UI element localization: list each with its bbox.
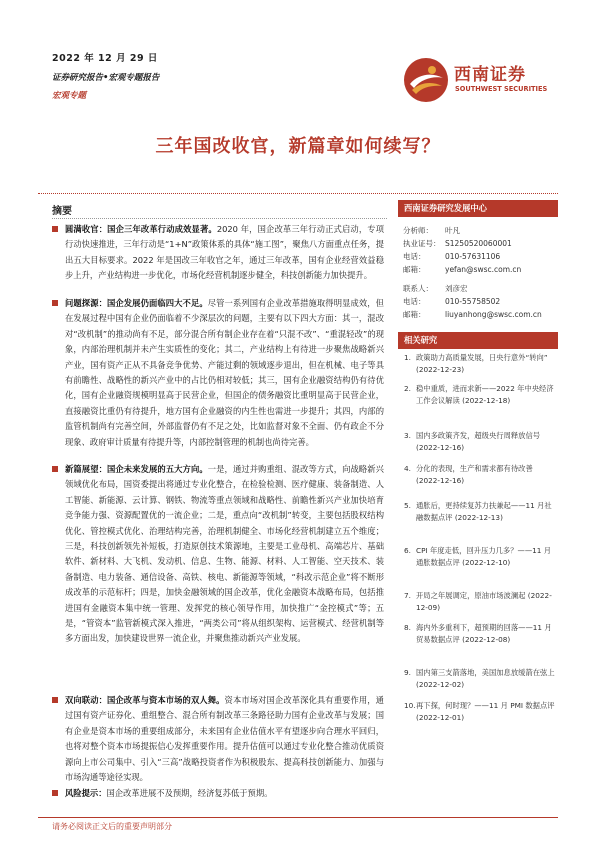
abstract-item (52, 786, 384, 801)
report-topic: 宏观专题 (52, 91, 87, 101)
related-item-title[interactable]: 国内多政策齐发，超级央行周释放信号 (416, 431, 541, 440)
related-item-number: 7. (404, 591, 411, 600)
related-item[interactable] (398, 430, 558, 455)
abstract-item-text: 尽管一系列国有企业改革措施取得明显成效，但在发展过程中国有企业仍面临着不少深层次的问题，主要有以下四大方面：其一，混改对“改机制”的推动尚有不足，部分混合所有制企业存在着“只混不改”、“重混轻改”的现象，内部治理机制并未产生实质性的变化；其二，产业结构上有待进一步聚焦战略新兴产业，国有资产正从不具备竞争优势、产能过剩的领域逐步退出，但在机械、电子等具有前瞻性、战略性的新兴产业中的占比仍相对较低；其三，国有企业融资结构仍有待优化，国有企业融资规模明显高于民营企业，但国企的债务融资比重明显高于民营企业，直接融资比重仍有待提升，地方国有企业融资的内生性也需进一步提升；其四，内部的监管机制尚有完善空间，外部监督仍有不足之处，比如监督对象不全面、仍有政企不分现象、政府审计质量有待提升等，内部控制管理的机制也尚待完善。 (65, 298, 384, 447)
related-item-number: 8. (404, 623, 411, 632)
related-item[interactable] (398, 500, 558, 525)
related-item-title[interactable]: 国内第三支箭落地，美国加息放缓箭在弦上 (416, 668, 555, 677)
abstract-item-text: 一是，通过并购重组、混改等方式，向战略新兴领域优化布局，国资委提出将通过专业化整合，在检验检测、医疗健康、装备制造、人工智能、新能源、云计算、钢铁、物流等重点领域和战略性、前瞻性新兴产业加快培育竞争能力强、资源配置优的一流企业；二是，重点向“改机制”转变，主要包括股权结构优化、管控模式优化、治理结构完善，治理机制健全、市场化经营机制建立五个维度；三是，科技创新领先补短板，打造原创技术策源地，主要是工业母机、高端芯片、基础软件、新材料、大飞机、发动机、信息、生物、能源、材料、人工智能、空天技术、装备制造、电力装备、通信设备、高铁、核电、新能源等领域，“科改示范企业”将不断形成改革的示范标杆；四是，加快金融领域的国企改革，优化金融资本战略布局，包括推进国有金融资本集中统一管理、发挥党的核心领导作用，加快推广“金控模式”等；五是，“管资本”监管新模式深入推进，“两类公司”将从组织架构、运营模式、经营机制等多方面出发，加快建设世界一流企业，并聚焦推动新兴产业发展。 (65, 464, 384, 644)
contact-line (403, 295, 500, 308)
related-item-title[interactable]: 分化的表现，生产和需求都有待改善 (416, 464, 533, 473)
abstract-item-text: 国企改革进展不及预期，经济复苏低于预期。 (106, 788, 273, 798)
square-bullet-icon (52, 697, 58, 703)
abstract-item-head: 双向联动：国企改革与资本市场的双人舞。 (65, 695, 225, 705)
related-item-number: 3. (404, 431, 411, 440)
contact-value: 010-57631106 (445, 252, 501, 261)
report-date: 2022 年 12 月 29 日 (52, 53, 158, 64)
company-logo (402, 54, 552, 106)
abstract-item-text: 资本市场对国企改革深化具有重要作用，通过国有资产证券化、重组整合、混合所有制改革三条路径助力国有企业改革与发展；国有企业是资本市场的重要组成部分，未来国有企业估值水平有望逐步向合理水平回归，也将对整个资本市场提振信心发挥重要作用。提升估值可以通过专业化整合推动优质资源向上市公司集中、引入“三高”战略投资者作为积极股东、提高科技创新能力、加强与市场沟通等途径实现。 (65, 695, 384, 783)
contact-value: S1250520060001 (445, 239, 512, 248)
report-series: 证券研究报告•宏观专题报告 (52, 73, 160, 83)
contact-label: 邮箱： (403, 265, 426, 274)
related-item-title[interactable]: 再下探，何时现？——11 月 PMI 数据点评 (416, 701, 555, 710)
related-item[interactable] (398, 463, 558, 488)
related-item-title[interactable]: 开局之年展调定，原油市场波澜起 (416, 591, 526, 600)
email-link[interactable]: liuyanhong@swsc.com.cn (445, 310, 542, 319)
contact-line (403, 237, 512, 250)
abstract-item-head: 新篇展望：国企未来发展的五大方向。 (65, 464, 208, 474)
related-item-date: (2022-12-16) (416, 443, 465, 453)
contact-line[interactable] (403, 308, 542, 321)
contact-label: 电话： (403, 252, 426, 261)
related-item-date: (2022-12-02) (416, 680, 465, 690)
related-item-date: (2022-12-09) (416, 591, 552, 613)
related-item[interactable] (398, 383, 558, 408)
footer-disclaimer: 请务必阅读正文后的重要声明部分 (52, 822, 172, 831)
contact-label: 联系人： (403, 284, 433, 293)
report-title: 三年国改收官，新篇章如何续写？ (155, 136, 441, 157)
square-bullet-icon (52, 790, 58, 796)
related-item-title[interactable]: 政策助力高质量发展，日央行意外“转向” (416, 353, 548, 362)
square-bullet-icon (52, 300, 58, 306)
related-item-title[interactable]: 稳中重质，进而求新——2022 年中央经济工作会议解读 (416, 384, 554, 406)
related-item[interactable] (398, 667, 558, 692)
related-item-date: (2022-12-01) (416, 713, 465, 723)
email-link[interactable]: yefan@swsc.com.cn (445, 265, 522, 274)
related-item[interactable] (398, 700, 558, 725)
contact-value: 010-55758502 (445, 297, 501, 306)
related-item-date: (2022-12-10) (462, 558, 511, 568)
related-research-heading: 相关研究 (398, 332, 558, 349)
abstract-item (52, 693, 384, 785)
contact-line (403, 224, 460, 237)
related-item-title[interactable]: 通胀后，更持续复苏力扶兼起——11 月社融数据点评 (416, 501, 552, 523)
logo-mark-icon (402, 56, 450, 104)
related-item-number: 9. (404, 668, 411, 677)
related-item-date: (2022-12-13) (454, 513, 503, 523)
abstract-item-head: 风险提示： (65, 788, 107, 798)
contact-label: 电话： (403, 297, 426, 306)
title-divider (38, 193, 558, 194)
research-team-heading: 西南证券研究发展中心 (398, 200, 558, 217)
related-item-number: 4. (404, 464, 411, 473)
abstract-item (52, 222, 384, 284)
related-item-number: 5. (404, 501, 411, 510)
abstract-item (52, 462, 384, 647)
related-item[interactable] (398, 352, 558, 377)
contact-line[interactable] (403, 263, 521, 276)
related-item-number: 6. (404, 546, 411, 555)
related-item-date: (2022-12-08) (462, 635, 511, 645)
logo-name-cn: 西南证券 (454, 65, 526, 85)
contact-line (403, 250, 500, 263)
abstract-divider (52, 218, 387, 219)
square-bullet-icon (52, 226, 58, 232)
abstract-item-text: 2020 年，国企改革三年行动正式启动，专项行动快速推进，三年行动是“1+N”政策体系的具体“施工图”，聚焦八方面重点任务，提出五大目标要求。2022 年是国改三年收官之年，通过三年改革，国有企业经营效益稳步上升，产业结构进一步优化，市场化经营机制逐步健全，科技创新能力加快提升。 (65, 224, 384, 281)
abstract-item-head: 圆满收官：国企三年改革行动成效显著。 (65, 224, 217, 234)
related-item-date: (2022-12-18) (462, 396, 511, 406)
related-item-date: (2022-12-23) (416, 365, 465, 375)
contact-label: 邮箱： (403, 310, 426, 319)
abstract-heading: 摘要 (52, 206, 72, 217)
contact-label: 分析师： (403, 226, 433, 235)
related-item[interactable] (398, 545, 558, 570)
logo-name-en: SOUTHWEST SECURITIES (455, 85, 548, 93)
related-item-date: (2022-12-16) (416, 476, 465, 486)
abstract-item (52, 296, 384, 450)
related-item-number: 1. (404, 353, 411, 362)
contact-label: 执业证号： (403, 239, 441, 248)
related-item-title[interactable]: CPI 年度走低，回升压力几多？——11 月通胀数据点评 (416, 546, 552, 568)
square-bullet-icon (52, 466, 58, 472)
related-item[interactable] (398, 622, 558, 647)
contact-line (403, 282, 468, 295)
contact-value: 叶凡 (445, 226, 460, 235)
contact-value: 刘彦宏 (445, 284, 468, 293)
footer-divider (38, 817, 558, 818)
related-item-title[interactable]: 海内外多重利下，超预期的回落——11 月贸易数据点评 (416, 623, 552, 645)
related-item-number: 2. (404, 384, 411, 393)
related-item-number: 10. (404, 701, 416, 710)
abstract-item-head: 问题探源：国企发展仍面临四大不足。 (65, 298, 208, 308)
related-item[interactable] (398, 590, 558, 615)
